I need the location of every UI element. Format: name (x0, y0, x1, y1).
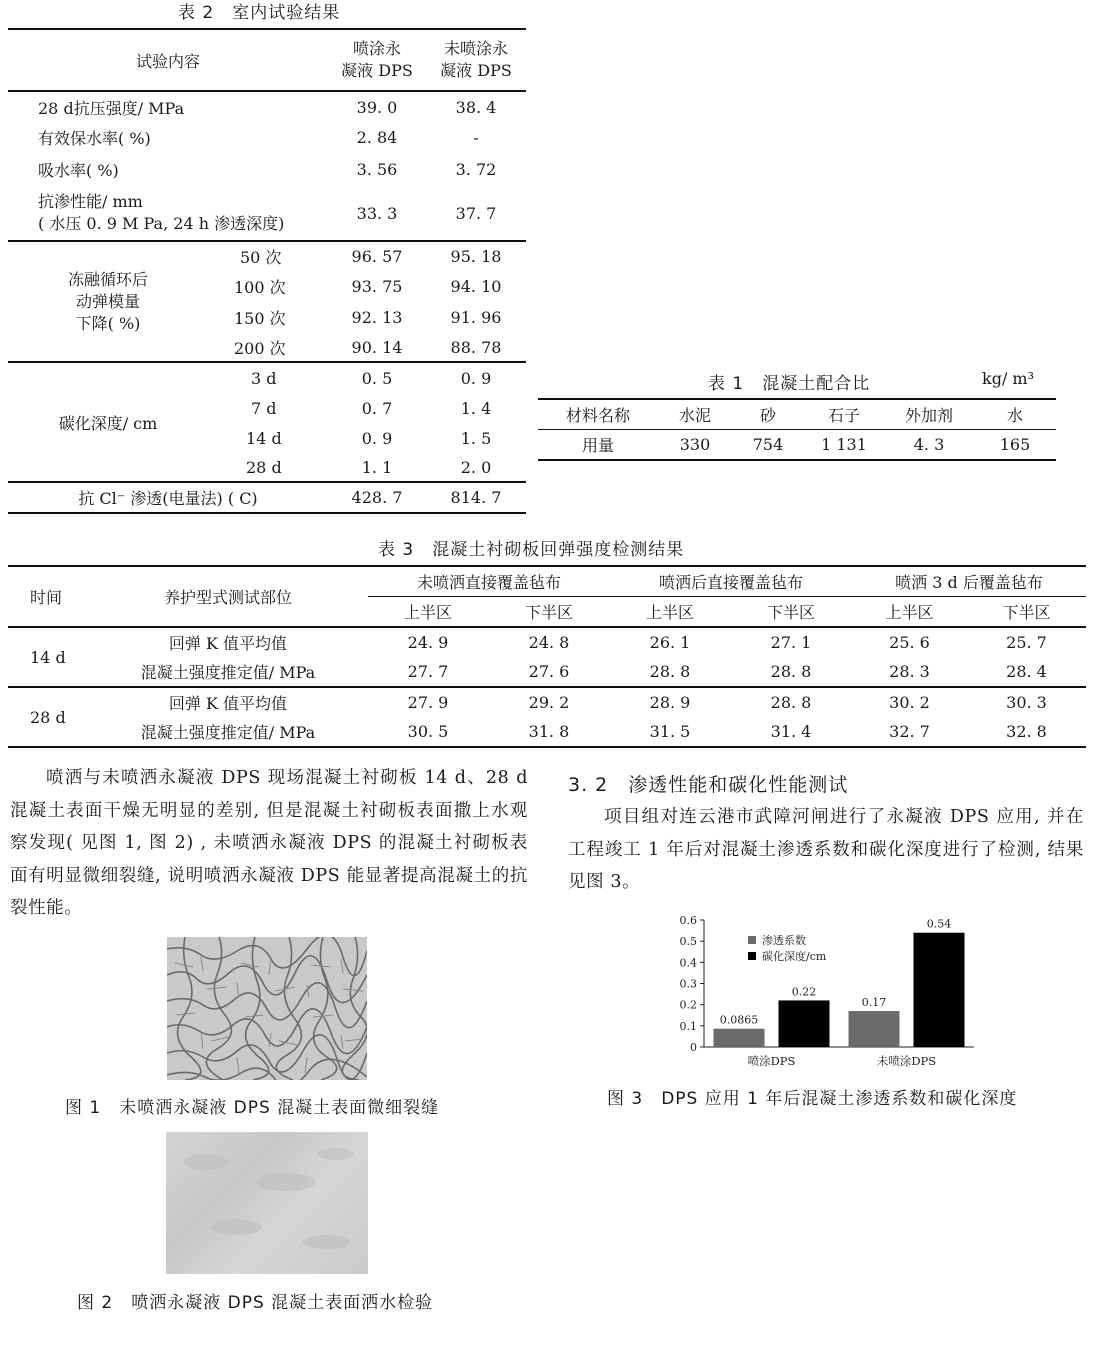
bar-value-label: 0.22 (791, 985, 817, 999)
table1-cell: 165 (999, 434, 1031, 454)
bar-0-0 (714, 1029, 765, 1047)
table3-cell: 30. 2 (889, 693, 930, 712)
table2-cell: 92. 13 (351, 308, 403, 327)
table2-cell: 95. 18 (450, 247, 502, 266)
table3-caption: 表 3 混凝土衬砌板回弹强度检测结果 (378, 540, 685, 560)
table-row (8, 153, 526, 186)
table3-cell: 31. 8 (528, 722, 570, 741)
table-row (8, 91, 526, 122)
table2-header-a: 喷涂永 凝液 DPS (341, 39, 413, 80)
table1-header-row (538, 399, 1056, 429)
table3-time: 28 d (30, 707, 66, 727)
table2-sub: 14 d (246, 429, 282, 448)
table2-sub: 50 次 (240, 248, 282, 267)
table2-cell: 814. 7 (450, 488, 502, 507)
table3-cell: 29. 2 (528, 693, 570, 712)
table2-header-row (8, 29, 526, 91)
table3-cell: 28. 4 (1006, 662, 1047, 681)
figure1-image (167, 937, 367, 1080)
table3 (8, 565, 1086, 748)
table3-cell: 27. 7 (407, 662, 449, 681)
table3-cell: 31. 4 (770, 722, 812, 741)
table1-header: 水 (1006, 405, 1023, 425)
table2-sub: 200 次 (234, 338, 286, 358)
table2-cell: 0. 9 (460, 368, 492, 388)
table3-sub: 上半区 (645, 602, 694, 622)
table3-cell: 24. 9 (407, 633, 449, 652)
table1-header: 材料名称 (565, 405, 630, 425)
table2-carb-label: 碳化深度/ cm (58, 413, 158, 433)
table2-cell: 96. 57 (351, 247, 403, 266)
table3-cell: 28. 9 (649, 693, 691, 712)
table3-cell: 24. 8 (528, 633, 570, 652)
table-row (8, 241, 526, 271)
table3-header-part: 养护型式测试部位 (163, 588, 292, 607)
table2-sub: 28 d (246, 458, 282, 477)
left-paragraph: 喷洒与未喷洒永凝液 DPS 现场混凝土衬砌板 14 d、28 d 混凝土表面干燥无明显的差别, 但是混凝土衬砌板表面撒上水观察发现( 见图 1, 图 2) , 未喷洒永凝液 DPS 的混凝土衬砌板表面有明显微细裂缝, 说明喷洒永凝液 DPS 能显著提高混凝土的抗裂性能。 (10, 768, 528, 918)
table3-cell: 30. 3 (1006, 693, 1047, 712)
table-row (8, 687, 1086, 717)
table3-cell: 27. 1 (770, 633, 812, 652)
table2-item: 抗 Cl⁻ 渗透(电量法) ( C) (78, 489, 258, 508)
table3-cell: 30. 5 (407, 722, 449, 741)
table3-cell: 28. 8 (649, 662, 691, 681)
table1-header: 水泥 (678, 405, 711, 425)
category-label: 喷涂DPS (747, 1054, 796, 1068)
table2-cell: 1. 4 (460, 398, 492, 418)
table3-cell: 31. 5 (649, 722, 691, 741)
table-row (8, 122, 526, 153)
table-row (538, 429, 1056, 460)
table3-label: 混凝土强度推定值/ MPa (140, 723, 316, 742)
table3-group: 喷洒后直接覆盖毡布 (610, 566, 852, 596)
table2-cell: 91. 96 (450, 308, 502, 327)
table2-sub: 7 d (251, 398, 277, 418)
table-row (8, 627, 1086, 657)
table2-cell: 88. 78 (450, 337, 502, 357)
table2-cell: 0. 5 (361, 368, 393, 388)
table2-cell: 39. 0 (356, 97, 398, 117)
table2-cell: 37. 7 (455, 203, 497, 223)
table2-cell: 3. 72 (455, 160, 497, 179)
table3-cell: 28. 8 (770, 662, 812, 681)
table3-label: 回弹 K 值平均值 (168, 694, 288, 713)
table2-cell: - (473, 128, 479, 147)
category-label: 未喷涂DPS (876, 1054, 937, 1068)
table1-unit: kg/ m³ (982, 369, 1034, 388)
table3-sub: 上半区 (403, 602, 452, 622)
y-tick-label: 0.5 (679, 935, 697, 949)
table3-header-row (8, 566, 1086, 596)
figure2-image (166, 1132, 368, 1274)
bar-value-label: 0.0865 (719, 1013, 759, 1027)
bar-value-label: 0.54 (926, 917, 952, 931)
table2-item: 28 d抗压强度/ MPa (38, 98, 185, 118)
table2-cell: 2. 0 (460, 458, 492, 477)
table1 (538, 398, 1056, 461)
y-tick-label: 0.1 (679, 1019, 697, 1033)
table-row (8, 482, 526, 513)
table3-cell: 25. 6 (889, 633, 930, 652)
table2-sub: 100 次 (234, 278, 286, 297)
table3-cell: 27. 9 (407, 693, 449, 712)
table3-label: 回弹 K 值平均值 (168, 634, 288, 653)
table2-header-item: 试验内容 (135, 51, 200, 71)
bar-value-label: 0.17 (861, 996, 887, 1010)
table3-sub: 下半区 (1002, 602, 1051, 622)
table2-cell: 428. 7 (351, 488, 403, 507)
table3-sub: 下半区 (524, 602, 573, 622)
table1-caption: 表 1 混凝土配合比 (708, 374, 871, 394)
table1-header: 砂 (759, 405, 776, 425)
table2-freeze-label: 冻融循环后 动弹模量 下降( %) (67, 269, 148, 333)
table2-cell: 1. 5 (460, 429, 492, 448)
table3-cell: 32. 8 (1006, 722, 1047, 741)
table2-cell: 93. 75 (351, 277, 403, 296)
figure2-caption: 图 2 喷洒永凝液 DPS 混凝土表面洒水检验 (77, 1293, 434, 1313)
table3-label: 混凝土强度推定值/ MPa (140, 663, 316, 682)
figure3-caption: 图 3 DPS 应用 1 年后混凝土渗透系数和碳化深度 (607, 1089, 1018, 1109)
y-tick-label: 0.3 (679, 977, 697, 991)
table3-group: 未喷洒直接覆盖毡布 (368, 566, 610, 596)
table2-cell: 94. 10 (450, 277, 502, 296)
table-row (8, 657, 1086, 687)
table3-time: 14 d (30, 647, 66, 667)
table2-item: 抗渗性能/ mm ( 水压 0. 9 M Pa, 24 h 渗透深度) (38, 192, 285, 233)
table2-cell: 38. 4 (455, 97, 497, 117)
table3-cell: 28. 8 (770, 693, 812, 712)
table2-caption: 表 2 室内试验结果 (178, 3, 341, 23)
y-tick-label: 0.2 (679, 998, 697, 1012)
bar-1-1 (914, 933, 965, 1047)
bar-0-1 (849, 1011, 900, 1047)
right-paragraph: 项目组对连云港市武障河闸进行了永凝液 DPS 应用, 并在工程竣工 1 年后对混凝土渗透系数和碳化深度进行了检测, 结果见图 3。 (568, 807, 1084, 892)
y-tick-label: 0.4 (679, 956, 697, 970)
table2-item: 吸水率( %) (38, 161, 119, 180)
table2-cell: 3. 56 (356, 160, 398, 179)
table2-cell: 1. 1 (361, 458, 393, 477)
table2-sub: 150 次 (234, 309, 286, 328)
table3-cell: 25. 7 (1006, 633, 1047, 652)
figure1-caption: 图 1 未喷洒永凝液 DPS 混凝土表面微细裂缝 (65, 1098, 440, 1118)
table1-cell: 4. 3 (913, 434, 945, 454)
table3-header-time: 时间 (30, 588, 63, 607)
table1-header: 石子 (827, 405, 860, 425)
table1-cell: 1 131 (821, 434, 867, 454)
table1-cell: 用量 (581, 435, 614, 455)
table-row (8, 717, 1086, 747)
table2-cell: 0. 9 (361, 429, 393, 448)
table1-cell: 330 (679, 434, 711, 454)
table2-header-b: 未喷涂永 凝液 DPS (440, 39, 512, 80)
figure3-chart (664, 910, 984, 1075)
table2-cell: 33. 3 (356, 203, 398, 223)
section-heading: 3. 2 渗透性能和碳化性能测试 (568, 774, 849, 796)
y-tick-label: 0 (690, 1041, 697, 1054)
legend-swatch (748, 936, 756, 944)
table3-sub: 上半区 (885, 602, 934, 622)
table2-sub: 3 d (251, 368, 277, 388)
legend-label: 碳化深度/cm (762, 950, 827, 963)
legend-label: 渗透系数 (762, 934, 806, 947)
table1-header: 外加剂 (904, 405, 953, 425)
table2-item: 有效保水率( %) (38, 129, 151, 148)
table3-group: 喷洒 3 d 后覆盖毡布 (852, 566, 1086, 596)
bar-1-0 (779, 1000, 830, 1047)
table3-cell: 32. 7 (889, 722, 930, 741)
table2-cell: 90. 14 (351, 337, 403, 357)
table2-cell: 0. 7 (361, 398, 393, 418)
table3-sub: 下半区 (766, 602, 815, 622)
legend-swatch (748, 952, 756, 960)
table3-cell: 26. 1 (649, 633, 691, 652)
table3-cell: 28. 3 (889, 662, 930, 681)
table2-cell: 2. 84 (356, 128, 398, 147)
table-row (8, 186, 526, 241)
table1-cell: 754 (752, 434, 784, 454)
y-tick-label: 0.6 (679, 914, 697, 927)
table3-cell: 27. 6 (528, 662, 570, 681)
table2 (8, 28, 526, 514)
table-row (8, 362, 526, 393)
